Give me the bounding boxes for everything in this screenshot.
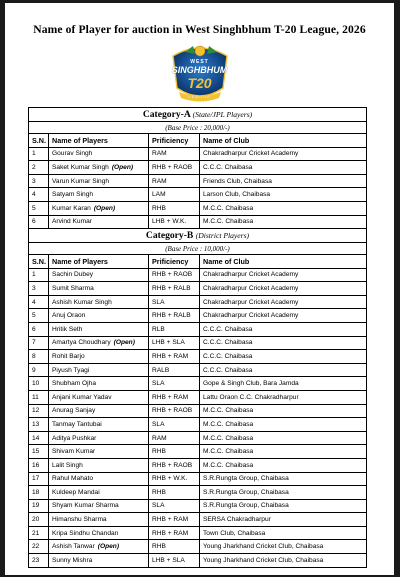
- category-a-base-price-row: [29, 122, 367, 134]
- player-name: Saket Kumar Singh: [52, 163, 109, 171]
- table-row: [29, 309, 367, 323]
- player-club: M.C.C. Chaibasa: [200, 418, 367, 432]
- table-row: [29, 268, 367, 282]
- player-name-cell: [49, 336, 149, 350]
- table-row: [29, 431, 367, 445]
- player-club: M.C.C. Chaibasa: [200, 445, 367, 459]
- player-proficiency: SLA: [149, 295, 200, 309]
- player-sn: 4: [29, 188, 49, 202]
- player-name-cell: [49, 540, 149, 554]
- player-name-cell: [49, 322, 149, 336]
- category-b-base-price-row: [29, 243, 367, 255]
- player-name: Lalit Singh: [52, 461, 83, 469]
- table-row: [29, 282, 367, 296]
- player-name-cell: [49, 554, 149, 568]
- player-sn: 7: [29, 336, 49, 350]
- player-name: Piyush Tyagi: [52, 366, 90, 374]
- player-name: Sumit Sharma: [52, 284, 94, 292]
- table-row: [29, 499, 367, 513]
- header-name: Name of Players: [49, 134, 149, 148]
- player-name: Sunny Mishra: [52, 556, 93, 564]
- player-name: Shubham Ojha: [52, 380, 96, 388]
- table-row: [29, 526, 367, 540]
- player-name: Arvind Kumar: [52, 218, 92, 226]
- player-name-cell: [49, 295, 149, 309]
- player-sn: 11: [29, 390, 49, 404]
- player-name-cell: [49, 350, 149, 364]
- table-row: [29, 215, 367, 229]
- player-name-cell: [49, 499, 149, 513]
- player-club: Young Jharkhand Cricket Club, Chaibasa: [200, 540, 367, 554]
- player-proficiency: RHB: [149, 486, 200, 500]
- player-name: Ashish Kumar Singh: [52, 298, 112, 306]
- player-name-cell: [49, 377, 149, 391]
- player-proficiency: LAM: [149, 188, 200, 202]
- player-club: M.C.C. Chaibasa: [200, 458, 367, 472]
- player-proficiency: RLB: [149, 322, 200, 336]
- player-club: M.C.C. Chaibasa: [200, 431, 367, 445]
- category-b-title: Category-B: [145, 230, 194, 241]
- player-club: C.C.C. Chaibasa: [200, 336, 367, 350]
- player-name-cell: [49, 472, 149, 486]
- player-proficiency: RHB + RAM: [149, 390, 200, 404]
- player-club: Larson Club, Chaibasa: [200, 188, 367, 202]
- player-proficiency: RHB: [149, 540, 200, 554]
- category-a-subtitle: (State/JPL Players): [192, 110, 253, 119]
- open-tag: (Open): [93, 204, 116, 212]
- category-a-base-price: (Base Price : 20,000/-): [29, 122, 367, 134]
- table-row: [29, 322, 367, 336]
- player-club: S.R.Rungta Group, Chaibasa: [200, 472, 367, 486]
- player-name: Kripa Sindhu Chandan: [52, 529, 119, 537]
- player-club: Young Jharkhand Cricket Club, Chaibasa: [200, 554, 367, 568]
- player-name-cell: [49, 268, 149, 282]
- player-club: C.C.C. Chaibasa: [200, 322, 367, 336]
- player-name-cell: [49, 458, 149, 472]
- league-logo: [165, 42, 235, 108]
- player-club: Chakradharpur Cricket Academy: [200, 309, 367, 323]
- category-a-title: Category-A: [142, 109, 191, 120]
- logo-line-3: T20: [187, 75, 212, 91]
- player-proficiency: RHB: [149, 201, 200, 215]
- open-tag: (Open): [113, 339, 135, 347]
- player-name: Anurag Sanjay: [52, 407, 96, 415]
- category-b-table: [28, 228, 367, 568]
- player-proficiency: RALB: [149, 363, 200, 377]
- table-row: [29, 201, 367, 215]
- header-sn: S.N.: [29, 255, 49, 269]
- player-sn: 16: [29, 458, 49, 472]
- player-name: Himanshu Sharma: [52, 516, 107, 524]
- player-sn: 6: [29, 322, 49, 336]
- player-name: Kuldeep Mandai: [52, 488, 100, 496]
- player-proficiency: RHB + RAOB: [149, 404, 200, 418]
- player-proficiency: RHB + RALB: [149, 309, 200, 323]
- category-b-header-row: [29, 255, 367, 269]
- header-club: Name of Club: [200, 134, 367, 148]
- player-sn: 9: [29, 363, 49, 377]
- player-name-cell: [49, 174, 149, 188]
- player-name: Ashish Tanwar: [52, 543, 95, 551]
- page-title: Name of Player for auction in West Singhbhum T-20 League, 2026: [33, 23, 366, 36]
- player-proficiency: RHB + RAOB: [149, 458, 200, 472]
- player-sn: 21: [29, 526, 49, 540]
- header-proficiency: Prificiency: [149, 134, 200, 148]
- player-name: Tanmay Tantubai: [52, 420, 102, 428]
- player-name-cell: [49, 431, 149, 445]
- player-club: M.C.C. Chaibasa: [200, 201, 367, 215]
- logo-line-4: LEAGUE: [188, 94, 211, 99]
- player-name-cell: [49, 486, 149, 500]
- player-name-cell: [49, 445, 149, 459]
- player-club: Town Club, Chaibasa: [200, 526, 367, 540]
- player-proficiency: RHB + RAM: [149, 526, 200, 540]
- player-name-cell: [49, 309, 149, 323]
- table-row: [29, 336, 367, 350]
- player-sn: 18: [29, 486, 49, 500]
- player-name: Anuj Oraon: [52, 312, 86, 320]
- category-a-header-row: [29, 134, 367, 148]
- player-club: M.C.C. Chaibasa: [200, 215, 367, 229]
- player-sn: 23: [29, 554, 49, 568]
- player-sn: 17: [29, 472, 49, 486]
- player-name: Gourav Singh: [52, 150, 93, 158]
- player-club: M.C.C. Chaibasa: [200, 404, 367, 418]
- player-name-cell: [49, 188, 149, 202]
- player-sn: 3: [29, 174, 49, 188]
- header-sn: S.N.: [29, 134, 49, 148]
- table-row: [29, 513, 367, 527]
- player-sn: 4: [29, 295, 49, 309]
- player-name-cell: [49, 513, 149, 527]
- category-a-heading: [29, 108, 367, 122]
- player-proficiency: RHB + RAOB: [149, 268, 200, 282]
- player-name: Rahul Mahato: [52, 475, 94, 483]
- document-page: [5, 3, 394, 575]
- player-sn: 20: [29, 513, 49, 527]
- logo-line-2: SINGHBHUM: [171, 65, 228, 75]
- table-row: [29, 554, 367, 568]
- player-proficiency: RAM: [149, 147, 200, 161]
- category-b-heading: [29, 229, 367, 243]
- player-club: Chakradharpur Cricket Academy: [200, 295, 367, 309]
- player-name: Aditya Pushkar: [52, 434, 97, 442]
- player-sn: 19: [29, 499, 49, 513]
- player-name-cell: [49, 147, 149, 161]
- player-club: C.C.C. Chaibasa: [200, 161, 367, 175]
- player-name: Shyam Kumar Sharma: [52, 502, 119, 510]
- player-name-cell: [49, 215, 149, 229]
- table-row: [29, 458, 367, 472]
- player-proficiency: RHB + RAM: [149, 513, 200, 527]
- player-club: S.R.Rungta Group, Chaibasa: [200, 486, 367, 500]
- player-name-cell: [49, 404, 149, 418]
- player-name: Hritik Seth: [52, 325, 83, 333]
- player-name: Rohit Barjo: [52, 352, 85, 360]
- player-proficiency: SLA: [149, 418, 200, 432]
- player-sn: 6: [29, 215, 49, 229]
- player-club: Gope & Singh Club, Bara Jamda: [200, 377, 367, 391]
- player-proficiency: LHB + W.K.: [149, 215, 200, 229]
- table-row: [29, 418, 367, 432]
- player-proficiency: SLA: [149, 377, 200, 391]
- table-row: [29, 188, 367, 202]
- player-club: SERSA Chakradharpur: [200, 513, 367, 527]
- player-club: Chakradharpur Cricket Academy: [200, 282, 367, 296]
- table-row: [29, 363, 367, 377]
- table-row: [29, 540, 367, 554]
- category-b-base-price: (Base Price : 10,000/-): [29, 243, 367, 255]
- player-proficiency: LHB + SLA: [149, 336, 200, 350]
- player-sn: 1: [29, 268, 49, 282]
- table-row: [29, 404, 367, 418]
- player-sn: 22: [29, 540, 49, 554]
- player-name-cell: [49, 201, 149, 215]
- player-sn: 8: [29, 350, 49, 364]
- category-b-subtitle: (District Players): [195, 231, 250, 240]
- player-club: Chakradharpur Cricket Academy: [200, 147, 367, 161]
- player-name: Amartya Choudhary: [52, 339, 111, 347]
- table-row: [29, 295, 367, 309]
- player-name: Kumar Karan: [52, 204, 91, 212]
- player-proficiency: RHB + RAOB: [149, 161, 200, 175]
- player-club: Lattu Oraon C.C. Chakradharpur: [200, 390, 367, 404]
- player-name-cell: [49, 390, 149, 404]
- category-a-table: [28, 107, 367, 229]
- player-sn: 14: [29, 431, 49, 445]
- player-name-cell: [49, 526, 149, 540]
- table-row: [29, 472, 367, 486]
- player-name: Shivam Kumar: [52, 448, 96, 456]
- player-name: Satyam Singh: [52, 191, 94, 199]
- open-tag: (Open): [97, 543, 120, 551]
- player-proficiency: LHB + SLA: [149, 554, 200, 568]
- player-sn: 10: [29, 377, 49, 391]
- player-name: Anjani Kumar Yadav: [52, 393, 112, 401]
- player-sn: 3: [29, 282, 49, 296]
- player-club: Friends Club, Chaibasa: [200, 174, 367, 188]
- table-row: [29, 486, 367, 500]
- player-proficiency: RHB + RAM: [149, 350, 200, 364]
- player-sn: 12: [29, 404, 49, 418]
- table-row: [29, 390, 367, 404]
- player-sn: 5: [29, 309, 49, 323]
- player-club: S.R.Rungta Group, Chaibasa: [200, 499, 367, 513]
- player-club: C.C.C. Chaibasa: [200, 363, 367, 377]
- player-name-cell: [49, 418, 149, 432]
- player-club: Chakradharpur Cricket Academy: [200, 268, 367, 282]
- player-name: Sachin Dubey: [52, 271, 94, 279]
- table-row: [29, 161, 367, 175]
- player-proficiency: RHB: [149, 445, 200, 459]
- player-proficiency: RHB + W.K.: [149, 472, 200, 486]
- table-row: [29, 174, 367, 188]
- table-row: [29, 377, 367, 391]
- player-sn: 2: [29, 161, 49, 175]
- player-name: Varun Kumar Singh: [52, 177, 110, 185]
- table-row: [29, 445, 367, 459]
- player-name-cell: [49, 161, 149, 175]
- player-name-cell: [49, 282, 149, 296]
- header-name: Name of Players: [49, 255, 149, 269]
- player-proficiency: RHB + RALB: [149, 282, 200, 296]
- player-sn: 5: [29, 201, 49, 215]
- player-proficiency: SLA: [149, 499, 200, 513]
- player-sn: 1: [29, 147, 49, 161]
- player-name-cell: [49, 363, 149, 377]
- player-sn: 15: [29, 445, 49, 459]
- player-proficiency: RAM: [149, 174, 200, 188]
- logo-line-1: WEST: [190, 59, 209, 65]
- header-club: Name of Club: [200, 255, 367, 269]
- header-proficiency: Prificiency: [149, 255, 200, 269]
- player-proficiency: RAM: [149, 431, 200, 445]
- player-club: C.C.C. Chaibasa: [200, 350, 367, 364]
- player-sn: 13: [29, 418, 49, 432]
- table-row: [29, 147, 367, 161]
- open-tag: (Open): [111, 163, 134, 171]
- table-row: [29, 350, 367, 364]
